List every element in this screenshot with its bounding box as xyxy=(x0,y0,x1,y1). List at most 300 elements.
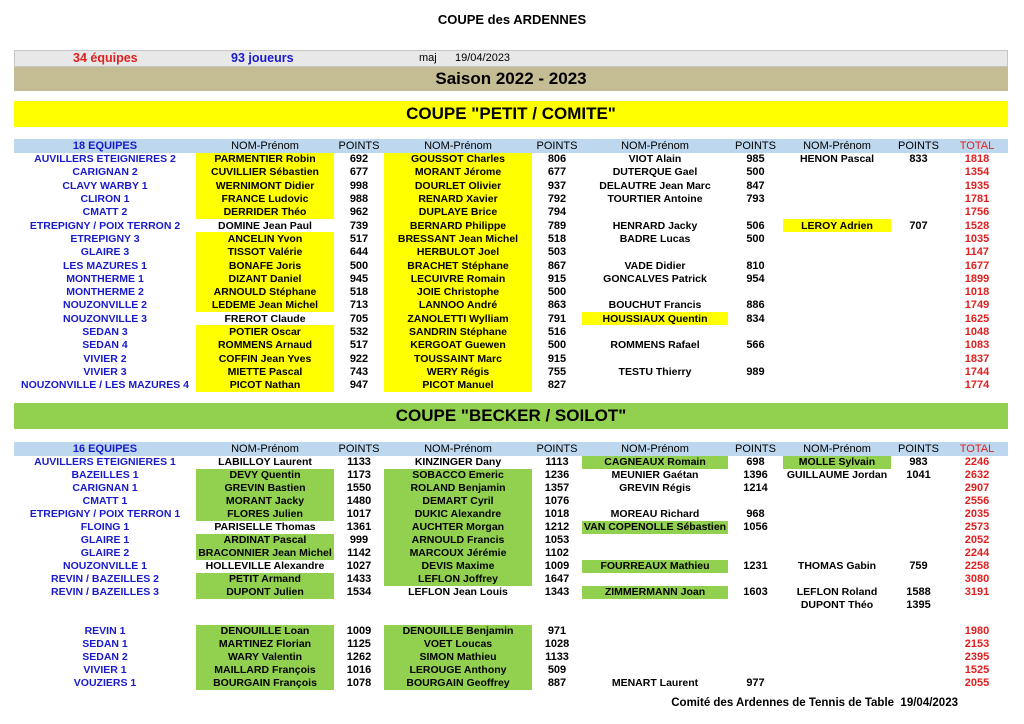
player-name-1: BRACONNIER Jean Michel xyxy=(196,547,334,560)
player-name-4 xyxy=(783,365,891,378)
player-name-4: DUPONT Théo xyxy=(800,599,874,611)
player-points-3: 1214 xyxy=(743,482,768,494)
player-points-2: 789 xyxy=(547,219,567,232)
player-points-1: 1480 xyxy=(346,495,372,507)
player-name-3: FOURREAUX Mathieu xyxy=(582,560,728,573)
team-row xyxy=(14,664,1008,677)
player-points-4 xyxy=(891,677,946,690)
player-name-3: TOURTIER Antoine xyxy=(607,193,703,206)
player-points-1: 705 xyxy=(349,312,369,325)
player-points-1: 1142 xyxy=(347,547,371,559)
player-name-1: COFFIN Jean Yves xyxy=(196,352,334,365)
player-points-3 xyxy=(728,664,783,677)
team-name: VIVIER 3 xyxy=(83,365,127,378)
player-name-1: BOURGAIN François xyxy=(196,677,334,690)
player-name-1: DIZANT Daniel xyxy=(196,272,334,285)
player-points-4 xyxy=(891,625,946,638)
player-points-4: 1041 xyxy=(906,469,931,481)
player-name-1: ARDINAT Pascal xyxy=(196,534,334,547)
player-points-4 xyxy=(891,272,946,285)
player-points-2: 1009 xyxy=(544,560,570,572)
player-name-3: TESTU Thierry xyxy=(618,365,692,378)
player-points-1: 677 xyxy=(349,166,369,179)
team-row xyxy=(14,153,1008,166)
player-name-1: TISSOT Valérie xyxy=(196,246,334,259)
player-name-1: FREROT Claude xyxy=(224,312,306,325)
player-name-2 xyxy=(384,599,532,612)
team-row xyxy=(14,534,1008,547)
player-points-4: 833 xyxy=(909,153,928,166)
player-name-1: ARNOULD Stéphane xyxy=(196,285,334,298)
player-points-1: 518 xyxy=(349,286,369,299)
team-name: BAZEILLES 1 xyxy=(71,469,139,481)
team-total: 1048 xyxy=(964,326,990,338)
player-points-4 xyxy=(891,651,946,664)
player-points-3: 500 xyxy=(746,232,765,245)
team-total: 2632 xyxy=(964,469,990,481)
player-name-2: MARCOUX Jérémie xyxy=(384,547,532,560)
team-total: 1749 xyxy=(964,299,990,312)
player-name-2: SIMON Mathieu xyxy=(384,651,532,664)
player-name-2: JOIE Christophe xyxy=(384,285,532,298)
player-name-3: VADE Didier xyxy=(624,259,686,272)
becker-soilot-table xyxy=(14,442,1008,690)
player-points-2: 516 xyxy=(547,326,567,338)
column-header-nom-3: NOM-Prénom xyxy=(582,442,728,456)
player-points-2: 509 xyxy=(547,664,567,676)
player-points-2: 792 xyxy=(547,193,567,206)
team-row xyxy=(14,599,1008,612)
player-name-1: DENOUILLE Loan xyxy=(196,625,334,638)
player-name-3 xyxy=(582,573,728,586)
player-name-4: HENON Pascal xyxy=(799,153,875,166)
team-name: VIVIER 1 xyxy=(83,664,127,676)
column-header-nom-4: NOM-Prénom xyxy=(783,442,891,456)
player-name-3 xyxy=(582,651,728,664)
player-name-4 xyxy=(783,573,891,586)
player-name-4 xyxy=(783,547,891,560)
team-total: 1018 xyxy=(964,286,990,299)
team-row xyxy=(14,573,1008,586)
player-points-4 xyxy=(891,664,946,677)
player-name-4: GUILLAUME Jordan xyxy=(786,469,888,481)
player-points-2: 518 xyxy=(547,232,567,245)
player-points-2: 1076 xyxy=(544,495,570,507)
player-name-1: BONAFE Joris xyxy=(196,259,334,272)
player-points-1: 743 xyxy=(349,365,369,378)
player-name-1: PETIT Armand xyxy=(196,573,334,586)
player-name-1: WERNIMONT Didier xyxy=(196,179,334,192)
team-row xyxy=(14,285,1008,298)
player-points-1: 962 xyxy=(349,206,369,219)
updated-label: maj xyxy=(419,52,437,64)
player-name-4 xyxy=(783,192,891,205)
team-row xyxy=(14,625,1008,638)
player-name-2: VOET Loucas xyxy=(384,638,532,651)
team-total: 2153 xyxy=(964,638,990,650)
player-name-3 xyxy=(582,206,728,219)
player-name-3 xyxy=(582,547,728,560)
player-name-4: THOMAS Gabin xyxy=(797,560,877,572)
player-points-3: 977 xyxy=(746,677,765,689)
player-name-3: HENRARD Jacky xyxy=(612,219,698,232)
team-name: ETREPIGNY / POIX TERRON 1 xyxy=(29,508,181,520)
team-name: GLAIRE 1 xyxy=(80,534,130,546)
player-name-1: CUVILLIER Sébastien xyxy=(196,166,334,179)
player-name-1: PARISELLE Thomas xyxy=(214,521,316,533)
player-name-3 xyxy=(582,625,728,638)
team-name: SEDAN 2 xyxy=(82,651,128,663)
player-name-3 xyxy=(582,664,728,677)
team-row xyxy=(14,508,1008,521)
player-name-4 xyxy=(783,339,891,352)
player-name-3: MENART Laurent xyxy=(611,677,699,689)
updated-date: 19/04/2023 xyxy=(455,52,511,64)
player-name-2: BRESSANT Jean Michel xyxy=(384,232,532,245)
player-points-4 xyxy=(891,508,946,521)
player-name-2: HERBULOT Joel xyxy=(384,246,532,259)
player-points-2: 887 xyxy=(547,677,567,689)
player-name-1: DEVY Quentin xyxy=(196,469,334,482)
player-name-4 xyxy=(783,206,891,219)
player-name-3 xyxy=(582,285,728,298)
team-name: MONTHERME 2 xyxy=(66,286,144,299)
team-name xyxy=(14,612,196,625)
player-name-2: BERNARD Philippe xyxy=(384,219,532,232)
team-row xyxy=(14,312,1008,325)
player-points-2: 794 xyxy=(547,206,567,219)
player-name-2: SOBACCO Emeric xyxy=(384,469,532,482)
player-name-4 xyxy=(783,521,891,534)
player-name-4 xyxy=(783,166,891,179)
player-name-2: AUCHTER Morgan xyxy=(384,521,532,534)
player-points-4 xyxy=(891,166,946,179)
player-points-3: 847 xyxy=(746,179,765,192)
player-points-2: 1212 xyxy=(544,521,570,533)
player-name-3 xyxy=(582,352,728,365)
team-name: CLIRON 1 xyxy=(80,193,130,206)
team-total: 1525 xyxy=(964,664,990,676)
player-name-3: VAN COPENOLLE Sébastien xyxy=(583,521,727,533)
player-name-3: VIOT Alain xyxy=(628,153,682,166)
player-name-2: LECUIVRE Romain xyxy=(384,272,532,285)
player-name-3: MOREAU Richard xyxy=(610,508,700,520)
column-header-points-1: POINTS xyxy=(334,139,384,153)
player-points-3: 793 xyxy=(746,193,765,206)
player-points-1: 644 xyxy=(349,246,369,259)
player-name-1: FRANCE Ludovic xyxy=(196,192,334,205)
player-points-2: 863 xyxy=(547,299,567,312)
player-name-4 xyxy=(783,285,891,298)
team-row xyxy=(14,232,1008,245)
player-points-1 xyxy=(334,599,384,612)
team-row xyxy=(14,272,1008,285)
player-name-1: PICOT Nathan xyxy=(196,379,334,392)
player-name-3: ZIMMERMANN Joan xyxy=(582,586,728,599)
player-points-2: 915 xyxy=(547,352,567,365)
player-name-3: BOUCHUT Francis xyxy=(608,299,702,312)
player-name-4 xyxy=(783,638,891,651)
player-points-2: 1113 xyxy=(545,456,569,468)
player-points-4 xyxy=(891,206,946,219)
team-total: 1528 xyxy=(964,219,990,232)
player-points-3 xyxy=(728,325,783,338)
player-name-1: DOMINE Jean Paul xyxy=(218,219,312,232)
player-points-2: 806 xyxy=(547,153,567,166)
player-name-4 xyxy=(783,232,891,245)
team-row xyxy=(14,469,1008,482)
player-name-4 xyxy=(783,272,891,285)
player-points-1: 998 xyxy=(349,179,369,192)
player-name-1: POTIER Oscar xyxy=(196,325,334,338)
player-points-1: 739 xyxy=(349,219,369,232)
player-points-2: 915 xyxy=(547,272,567,285)
player-name-2: DEVIS Maxime xyxy=(384,560,532,573)
player-name-2: ROLAND Benjamin xyxy=(384,482,532,495)
player-points-4 xyxy=(891,573,946,586)
player-points-1: 1262 xyxy=(346,651,372,663)
player-points-1: 945 xyxy=(349,272,369,285)
player-name-1: ANCELIN Yvon xyxy=(196,232,334,245)
team-name: VIVIER 2 xyxy=(83,352,127,365)
team-total: 1899 xyxy=(964,272,990,285)
team-name: SEDAN 3 xyxy=(82,326,128,338)
team-total: 1354 xyxy=(964,166,990,179)
player-points-3: 985 xyxy=(746,153,765,166)
player-name-1: LEDEME Jean Michel xyxy=(196,299,334,312)
player-points-4: 759 xyxy=(909,560,928,572)
player-points-2: 1018 xyxy=(544,508,570,520)
player-points-4: 707 xyxy=(909,219,928,232)
team-name: REVIN / BAZEILLES 3 xyxy=(51,586,159,598)
player-points-1: 1078 xyxy=(346,677,372,689)
player-points-1: 1534 xyxy=(346,586,372,598)
player-points-3: 1231 xyxy=(743,560,768,572)
player-points-3: 506 xyxy=(746,219,765,232)
player-points-3 xyxy=(728,612,783,625)
player-points-3 xyxy=(728,246,783,259)
player-points-1: 1433 xyxy=(346,573,372,585)
player-name-2: PICOT Manuel xyxy=(384,379,532,392)
section-banner-becker-soilot: COUPE "BECKER / SOILOT" xyxy=(14,403,1008,429)
player-points-3 xyxy=(728,352,783,365)
player-points-4: 1395 xyxy=(906,599,931,611)
player-name-1: MARTINEZ Florian xyxy=(196,638,334,651)
player-name-2: ZANOLETTI Wylliam xyxy=(384,312,532,325)
team-total: 2573 xyxy=(964,521,990,533)
player-points-2: 500 xyxy=(547,286,567,299)
player-name-1: MORANT Jacky xyxy=(196,495,334,508)
player-points-3: 566 xyxy=(746,339,765,352)
player-name-4 xyxy=(783,625,891,638)
player-name-1: MAILLARD François xyxy=(196,664,334,677)
player-points-1: 999 xyxy=(349,534,369,546)
player-name-4 xyxy=(783,677,891,690)
player-points-3 xyxy=(728,638,783,651)
team-row xyxy=(14,339,1008,352)
player-name-1 xyxy=(196,612,334,625)
player-points-1: 1125 xyxy=(347,638,371,650)
player-points-4 xyxy=(891,192,946,205)
team-row xyxy=(14,259,1008,272)
player-points-3: 954 xyxy=(746,272,765,285)
player-points-2: 971 xyxy=(547,625,567,637)
player-name-3 xyxy=(582,638,728,651)
player-points-2: 1053 xyxy=(544,534,570,546)
player-points-3 xyxy=(728,206,783,219)
team-total: 1035 xyxy=(964,232,990,245)
team-row xyxy=(14,166,1008,179)
player-name-4 xyxy=(783,179,891,192)
team-name: NOUZONVILLE 1 xyxy=(62,560,147,572)
team-row xyxy=(14,192,1008,205)
player-points-4 xyxy=(891,312,946,325)
column-header-total: TOTAL xyxy=(946,442,1008,456)
team-total: 2258 xyxy=(964,560,990,572)
team-row xyxy=(14,325,1008,338)
team-row xyxy=(14,677,1008,690)
team-name: ETREPIGNY 3 xyxy=(70,232,140,245)
player-points-2: 1133 xyxy=(545,651,569,663)
team-name: GLAIRE 3 xyxy=(80,246,130,259)
team-row xyxy=(14,482,1008,495)
player-points-2: 503 xyxy=(547,246,567,259)
column-header-nom-2: NOM-Prénom xyxy=(384,139,532,153)
team-name xyxy=(14,599,196,612)
team-total: 1147 xyxy=(965,246,989,259)
team-name: AUVILLERS ETEIGNIERES 1 xyxy=(34,456,176,468)
team-total: 2395 xyxy=(964,651,990,663)
player-points-3: 1603 xyxy=(743,586,768,598)
player-name-2: KERGOAT Guewen xyxy=(384,339,532,352)
player-name-1: DUPONT Julien xyxy=(196,586,334,599)
player-name-2: LANNOO André xyxy=(384,299,532,312)
teams-count: 34 équipes xyxy=(73,51,138,65)
player-points-4 xyxy=(891,179,946,192)
team-name: VOUZIERS 1 xyxy=(73,677,137,689)
player-name-2: RENARD Xavier xyxy=(384,192,532,205)
player-points-1: 1017 xyxy=(346,508,372,520)
team-total: 1774 xyxy=(964,379,990,392)
player-name-2: DENOUILLE Benjamin xyxy=(384,625,532,638)
player-points-2: 1647 xyxy=(544,573,570,585)
column-header-nom-3: NOM-Prénom xyxy=(582,139,728,153)
player-points-4: 1588 xyxy=(906,586,931,598)
player-points-3 xyxy=(728,599,783,612)
team-total: 1083 xyxy=(964,339,990,352)
player-points-2: 500 xyxy=(547,339,567,352)
team-name: LES MAZURES 1 xyxy=(62,259,147,272)
column-header-nom-4: NOM-Prénom xyxy=(783,139,891,153)
team-name: MONTHERME 1 xyxy=(66,272,144,285)
player-name-4 xyxy=(783,612,891,625)
player-points-1: 1361 xyxy=(346,521,372,533)
team-row xyxy=(14,651,1008,664)
player-points-3: 968 xyxy=(746,508,765,520)
team-row xyxy=(14,179,1008,192)
team-row xyxy=(14,586,1008,599)
player-points-3: 886 xyxy=(746,299,765,312)
team-total xyxy=(946,612,1008,625)
player-points-4 xyxy=(891,638,946,651)
player-name-4 xyxy=(783,379,891,392)
player-name-3: MEUNIER Gaétan xyxy=(611,469,699,481)
player-points-1: 1016 xyxy=(346,664,372,676)
player-name-1: MIETTE Pascal xyxy=(196,365,334,378)
table-header-row xyxy=(14,139,1008,153)
player-points-3 xyxy=(728,534,783,547)
player-name-2: WERY Régis xyxy=(384,365,532,378)
team-row xyxy=(14,206,1008,219)
player-points-1: 1173 xyxy=(347,469,371,481)
player-points-2: 1236 xyxy=(544,469,570,481)
team-total: 1818 xyxy=(964,153,990,166)
column-header-points-4: POINTS xyxy=(891,442,946,456)
player-name-3 xyxy=(582,379,728,392)
player-points-3: 834 xyxy=(746,312,765,325)
column-header-nom-2: NOM-Prénom xyxy=(384,442,532,456)
player-name-4 xyxy=(783,312,891,325)
team-row xyxy=(14,495,1008,508)
player-name-1: FLORES Julien xyxy=(196,508,334,521)
team-total xyxy=(946,599,1008,612)
team-name: AUVILLERS ETEIGNIERES 2 xyxy=(34,153,176,166)
team-total: 1935 xyxy=(964,179,990,192)
column-header-points-3: POINTS xyxy=(728,139,783,153)
column-header-points-2: POINTS xyxy=(532,139,582,153)
team-total: 1677 xyxy=(964,259,990,272)
player-points-3: 989 xyxy=(746,365,765,378)
team-name: CLAVY WARBY 1 xyxy=(62,179,148,192)
player-name-1: PARMENTIER Robin xyxy=(196,153,334,166)
player-points-4 xyxy=(891,365,946,378)
team-row xyxy=(14,365,1008,378)
section-banner-petit-comite: COUPE "PETIT / COMITE" xyxy=(14,101,1008,127)
team-name: NOUZONVILLE 3 xyxy=(62,312,147,325)
team-total: 2035 xyxy=(964,508,990,520)
player-points-4: 983 xyxy=(909,456,928,468)
team-row xyxy=(14,456,1008,469)
player-points-4 xyxy=(891,547,946,560)
player-name-2: TOUSSAINT Marc xyxy=(384,352,532,365)
player-points-2: 1028 xyxy=(544,638,570,650)
player-points-1: 500 xyxy=(349,259,369,272)
player-points-4 xyxy=(891,246,946,259)
player-name-2: BOURGAIN Geoffrey xyxy=(384,677,532,690)
player-points-2: 791 xyxy=(547,312,567,325)
player-name-2: ARNOULD Francis xyxy=(384,534,532,547)
player-points-4 xyxy=(891,285,946,298)
player-points-3 xyxy=(728,625,783,638)
player-points-4 xyxy=(891,482,946,495)
team-name: CARIGNAN 2 xyxy=(72,166,138,179)
player-name-2: LEFLON Joffrey xyxy=(384,573,532,586)
team-name: NOUZONVILLE 2 xyxy=(62,299,147,312)
player-name-4 xyxy=(783,259,891,272)
player-points-3 xyxy=(728,285,783,298)
player-name-2: DEMART Cyril xyxy=(384,495,532,508)
player-name-4 xyxy=(783,664,891,677)
player-points-1: 1009 xyxy=(346,625,372,637)
team-row xyxy=(14,219,1008,232)
footer-text: Comité des Ardennes de Tennis de Table 19/04/2023 xyxy=(671,697,958,709)
column-header-total: TOTAL xyxy=(946,139,1008,153)
player-points-3: 1396 xyxy=(743,469,768,481)
season-banner: Saison 2022 - 2023 xyxy=(14,67,1008,91)
player-name-3 xyxy=(582,325,728,338)
player-name-4 xyxy=(783,482,891,495)
column-header-points-1: POINTS xyxy=(334,442,384,456)
